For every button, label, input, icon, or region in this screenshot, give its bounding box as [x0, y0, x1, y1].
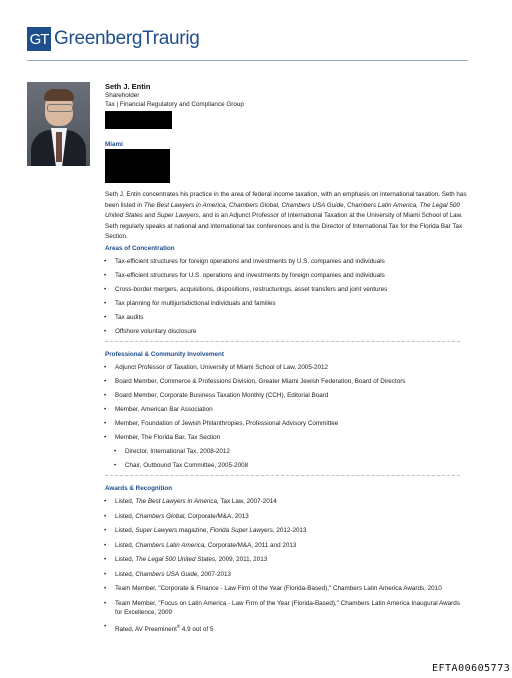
list-item: [105, 299, 468, 308]
bullet-icon: •: [104, 328, 107, 335]
text-run: Team Member, "Focus on Latin America - Law Firm of the Year (Florida-Based)," Chambers Latin America Inaugural Awards for Excellence, 2009: [115, 599, 460, 616]
text-run: Member, Foundation of Jewish Philanthropies, Professional Advisory Committee: [115, 420, 339, 427]
bullet-icon: •: [104, 364, 107, 371]
logo-wordmark: GreenbergTraurig: [54, 28, 200, 49]
list-item-text: [105, 526, 468, 535]
list-item: [105, 433, 468, 442]
text-run: 2009, 2011, 2013: [216, 556, 268, 563]
text-run: 2007-2013: [199, 570, 231, 578]
bullet-icon: •: [104, 527, 107, 534]
text-run: Listed,: [115, 556, 136, 563]
list-item: [105, 377, 468, 386]
list-item: [105, 599, 468, 617]
list-item: [105, 391, 468, 400]
text-run: Listed,: [115, 527, 136, 534]
bio-segment: Seth J. Entin concentrates his practice in the area of federal income taxation, with an emphasis on international taxation. Seth has been listed in: [105, 191, 467, 209]
list-item-text: [105, 447, 468, 456]
office-city: Miami: [105, 141, 123, 148]
text-run: Member, The Florida Bar, Tax Section: [115, 434, 221, 441]
bullet-icon: •: [104, 420, 107, 427]
awards-recognition-section: [105, 485, 468, 640]
logo-mark: GT: [27, 27, 51, 51]
header-rule: [27, 60, 468, 61]
text-run: Chambers Global,: [135, 512, 187, 520]
text-run: 2012-2013: [274, 527, 307, 534]
text-run: 4.9 out of 5: [180, 626, 214, 634]
biography-paragraph: [105, 190, 468, 243]
list-item-text: [105, 363, 468, 372]
section-title: Awards & Recognition: [105, 485, 173, 492]
list-item: [105, 447, 468, 456]
bullet-icon: •: [104, 406, 107, 413]
bullet-icon: •: [114, 462, 117, 469]
list-item: [105, 526, 468, 535]
document-id: EFTA00605773: [432, 663, 511, 674]
list-item-text: [105, 599, 468, 617]
list-item-text: [105, 299, 468, 308]
text-run: Rated, AV Preeminent: [115, 626, 177, 634]
text-run: Chair, Outbound Tax Committee, 2005-2008: [125, 462, 249, 469]
bullet-icon: •: [104, 286, 107, 293]
list-item: [105, 405, 468, 414]
list-item-text: [105, 570, 468, 579]
bullet-icon: •: [104, 258, 107, 265]
list-item-text: [105, 419, 468, 428]
list-item: [105, 512, 468, 521]
section-divider: [105, 341, 460, 342]
text-run: Team Member, "Corporate & Finance - Law Firm of the Year (Florida-Based)," Chambers Latin America Awards, 2010: [115, 585, 442, 592]
text-run: Chambers Latin America,: [135, 541, 207, 549]
list-item-text: [105, 285, 468, 294]
text-run: Cross-border mergers, acquisitions, dispositions, restructurings, asset transfers and joint ventures: [115, 286, 388, 293]
professional-involvement-section: [105, 351, 468, 475]
list-item: [105, 622, 468, 634]
bullet-list: [105, 363, 468, 470]
text-run: The Legal 500 United States,: [135, 556, 217, 563]
bullet-icon: •: [104, 378, 107, 385]
list-item-text: [105, 555, 468, 564]
bullet-icon: •: [104, 623, 107, 630]
list-item-text: [105, 377, 468, 386]
text-run: Tax Law, 2007-2014: [218, 498, 277, 505]
attorney-title: Shareholder: [105, 92, 140, 99]
text-run: Tax-efficient structures for U.S. operations and investments by foreign companies and individuals: [115, 272, 385, 279]
bullet-icon: •: [104, 498, 107, 505]
text-run: ®: [176, 624, 181, 629]
list-item: [105, 363, 468, 372]
list-item: [105, 555, 468, 564]
list-item: [105, 313, 468, 322]
text-run: Member, American Bar Association: [115, 406, 213, 413]
bullet-icon: •: [104, 434, 107, 441]
bullet-icon: •: [104, 599, 107, 607]
list-item-text: [105, 461, 468, 470]
list-item-text: [105, 541, 468, 550]
list-item: [105, 461, 468, 470]
text-run: Director, International Tax, 2008-2012: [125, 448, 230, 455]
list-item-text: [105, 405, 468, 414]
text-run: Tax-efficient structures for foreign operations and investments by U.S. companies and individuals: [115, 258, 385, 265]
text-run: Board Member, Commerce & Professions Division, Greater Miami Jewish Federation, Board of Directors: [115, 378, 406, 385]
list-item-text: [105, 584, 468, 593]
bullet-list: [105, 497, 468, 634]
greenberg-traurig-logo: [27, 27, 200, 51]
list-item: [105, 419, 468, 428]
text-run: Listed,: [115, 498, 136, 505]
practice-group: Tax | Financial Regulatory and Compliance Group: [105, 101, 244, 108]
list-item: [105, 285, 468, 294]
bullet-list: [105, 257, 468, 336]
text-run: Chambers USA Guide,: [135, 570, 200, 578]
list-item-text: [105, 433, 468, 442]
bullet-icon: •: [104, 585, 107, 592]
bio-segment: Super Lawyers: [156, 212, 199, 219]
text-run: Listed,: [115, 541, 136, 549]
list-item-text: [105, 257, 468, 266]
section-title: Areas of Concentration: [105, 245, 175, 252]
areas-of-concentration-section: [105, 245, 468, 341]
text-run: Tax planning for multijurisdictional individuals and families: [115, 300, 276, 307]
bio-segment: and: [142, 212, 157, 219]
bullet-icon: •: [104, 300, 107, 307]
bullet-icon: •: [104, 570, 107, 578]
text-run: Listed,: [115, 512, 136, 520]
list-item-text: [105, 271, 468, 280]
list-item: [105, 570, 468, 579]
text-run: Adjunct Professor of Taxation, University of Miami School of Law, 2005-2012: [115, 364, 329, 371]
list-item: [105, 541, 468, 550]
section-title: Professional & Community Involvement: [105, 351, 224, 358]
text-run: Board Member, Corporate Business Taxation Monthly (CCH), Editorial Board: [115, 392, 329, 399]
list-item: [105, 257, 468, 266]
profile-photo: [27, 82, 90, 166]
list-item: [105, 271, 468, 280]
bullet-icon: •: [104, 314, 107, 321]
list-item: [105, 327, 468, 336]
bullet-icon: •: [104, 272, 107, 279]
text-run: magazine,: [177, 527, 210, 534]
list-item-text: [105, 512, 468, 521]
text-run: Tax audits: [115, 314, 144, 321]
bullet-icon: •: [104, 556, 107, 563]
list-item-text: [105, 391, 468, 400]
text-run: Corporate/M&A, 2011 and 2013: [206, 541, 297, 549]
list-item: [105, 497, 468, 506]
list-item-text: [105, 313, 468, 322]
redaction-block: [105, 149, 170, 183]
text-run: The Best Lawyers in America,: [135, 498, 219, 505]
list-item: [105, 584, 468, 593]
bullet-icon: •: [104, 392, 107, 399]
bullet-icon: •: [104, 512, 107, 520]
list-item-text: [105, 497, 468, 506]
text-run: Offshore voluntary disclosure: [115, 328, 197, 335]
attorney-name: Seth J. Entin: [105, 82, 151, 91]
text-run: Corporate/M&A, 2013: [186, 512, 249, 520]
bullet-icon: •: [104, 541, 107, 549]
list-item-text: [105, 622, 468, 634]
text-run: Florida Super Lawyers,: [209, 527, 275, 534]
section-divider: [105, 475, 460, 476]
text-run: Listed,: [115, 570, 136, 578]
list-item-text: [105, 327, 468, 336]
text-run: Super Lawyers: [135, 527, 178, 534]
bio-segment: The Best Lawyers in America, Chambers Global, Chambers USA Guide, Chambers Latin America, The Legal 500 United States: [105, 201, 460, 219]
bullet-icon: •: [114, 448, 117, 455]
bio-segment: , and is an Adjunct Professor of International Taxation at the University of Miami School of Law. Seth regularly speaks at national and international tax conferences and is the Director of International Tax for the Florida Bar Tax Section.: [105, 212, 463, 240]
redaction-block: [105, 111, 172, 129]
